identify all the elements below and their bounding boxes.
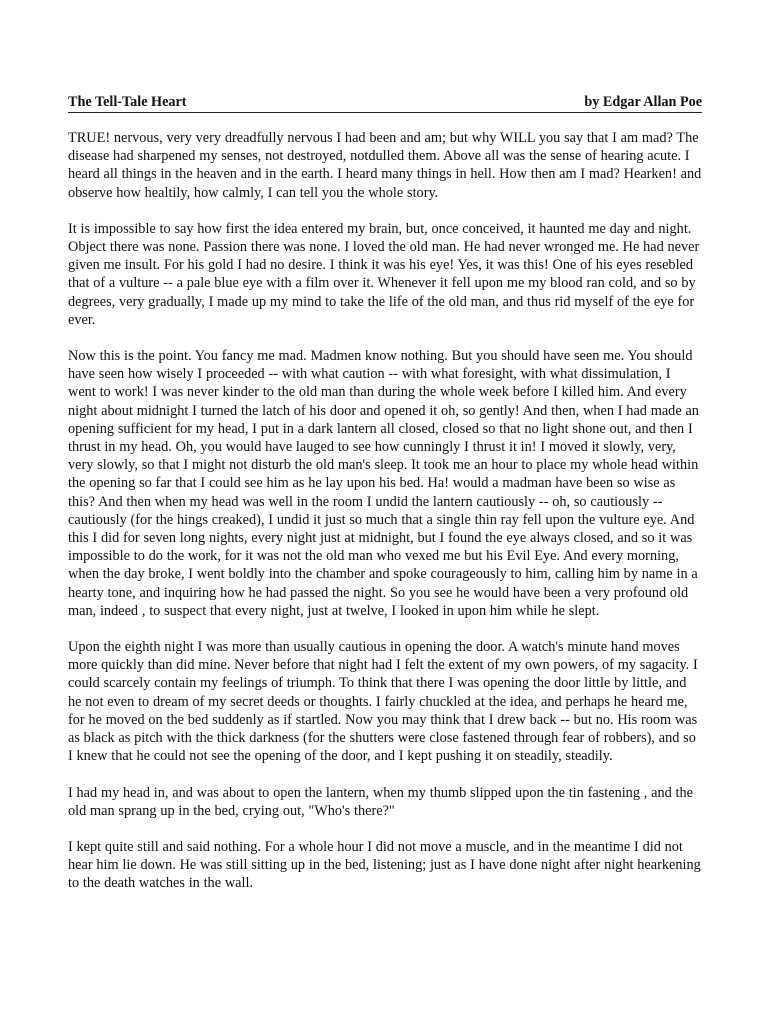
story-body [68,129,702,893]
paragraph-1: TRUE! nervous, very very dreadfully nervous I had been and am; but why WILL you say that I am mad? The disease had sharpened my senses, not destroyed, notdulled them. Above all was the sense of hearing acute. I heard all things in the heaven and in the earth. I heard many things in hell. How then am I mad? Hearken! and observe how healtily, how calmly, I can tell you the whole story. [68,130,702,201]
paragraph-3: Now this is the point. You fancy me mad. Madmen know nothing. But you should have seen me. You should have seen how wisely I proceeded -- with what caution -- with what foresight, with what dissimulation, I went to work! I was never kinder to the old man than during the whole week before I killed him. And every night about midnight I turned the latch of his door and opened it oh, so gently! And then, when I had made an opening sufficient for my head, I put in a dark lantern all closed, closed so that no light shone out, and then I thrust in my head. Oh, you would have lauged to see how cunningly I thrust it in! I moved it slowly, very, very slowly, so that I might not disturb the old man's sleep. It took me an hour to place my whole head within the opening so far that I could see him as he lay upon his bed. Ha! would a madman have been so wise as this? And then when my head was well in the room I undid the lantern cautiously -- oh, so cautiously -- cautiously (for the hings creaked), I undid it just so much that a single thin ray fell upon the vulture eye. And this I did for seven long nights, every night just at midnight, but I found the eye always closed, and so it was impossible to do the work, for it was not the old man who vexed me but his Evil Eye. And every morning, when the day broke, I went boldly into the chamber and spoke courageously to him, calling him by name in a hearty tone, and inquiring how he had passed the night. So you see he would have been a very profound old man, indeed , to suspect that every night, just at twelve, I looked in upon him while he slept. [68,348,699,619]
paragraph-2: It is impossible to say how first the idea entered my brain, but, once conceived, it haunted me day and night. Object there was none. Passion there was none. I loved the old man. He had never wronged me. He had never given me insult. For his gold I had no desire. I think it was his eye! Yes, it was this! One of his eyes resebled that of a vulture -- a pale blue eye with a film over it. Whenever it fell upon me my blood ran cold, and so by degrees, very gradually, I made up my mind to take the life of the old man, and thus rid myself of the eye for ever. [68,220,700,328]
story-author: by Edgar Allan Poe [584,94,702,110]
paragraph-5: I had my head in, and was about to open the lantern, when my thumb slipped upon the tin fastening , and the old man sprang up in the bed, crying out, "Who's there?" [68,784,693,819]
paragraph-4: Upon the eighth night I was more than usually cautious in opening the door. A watch's minute hand moves more quickly than did mine. Never before that night had I felt the extent of my own powers, of my sagacity. I could scarcely contain my feelings of triumph. To think that there I was opening the door little by little, and he not even to dream of my secret deeds or thoughts. I fairly chuckled at the idea, and perhaps he heard me, for he moved on the bed suddenly as if startled. Now you may think that I drew back -- but no. His room was as black as pitch with the thick darkness (for the shutters were close fastened through fear of robbers), and so I knew that he could not see the opening of the door, and I kept pushing it on steadily, steadily. [68,639,698,765]
paragraph-6: I kept quite still and said nothing. For a whole hour I did not move a muscle, and in the meantime I did not hear him lie down. He was still sitting up in the bed, listening; just as I have done night after night hearkening to the death watches in the wall. [68,838,701,892]
document-header [68,93,702,113]
story-title: The Tell-Tale Heart [68,94,187,110]
